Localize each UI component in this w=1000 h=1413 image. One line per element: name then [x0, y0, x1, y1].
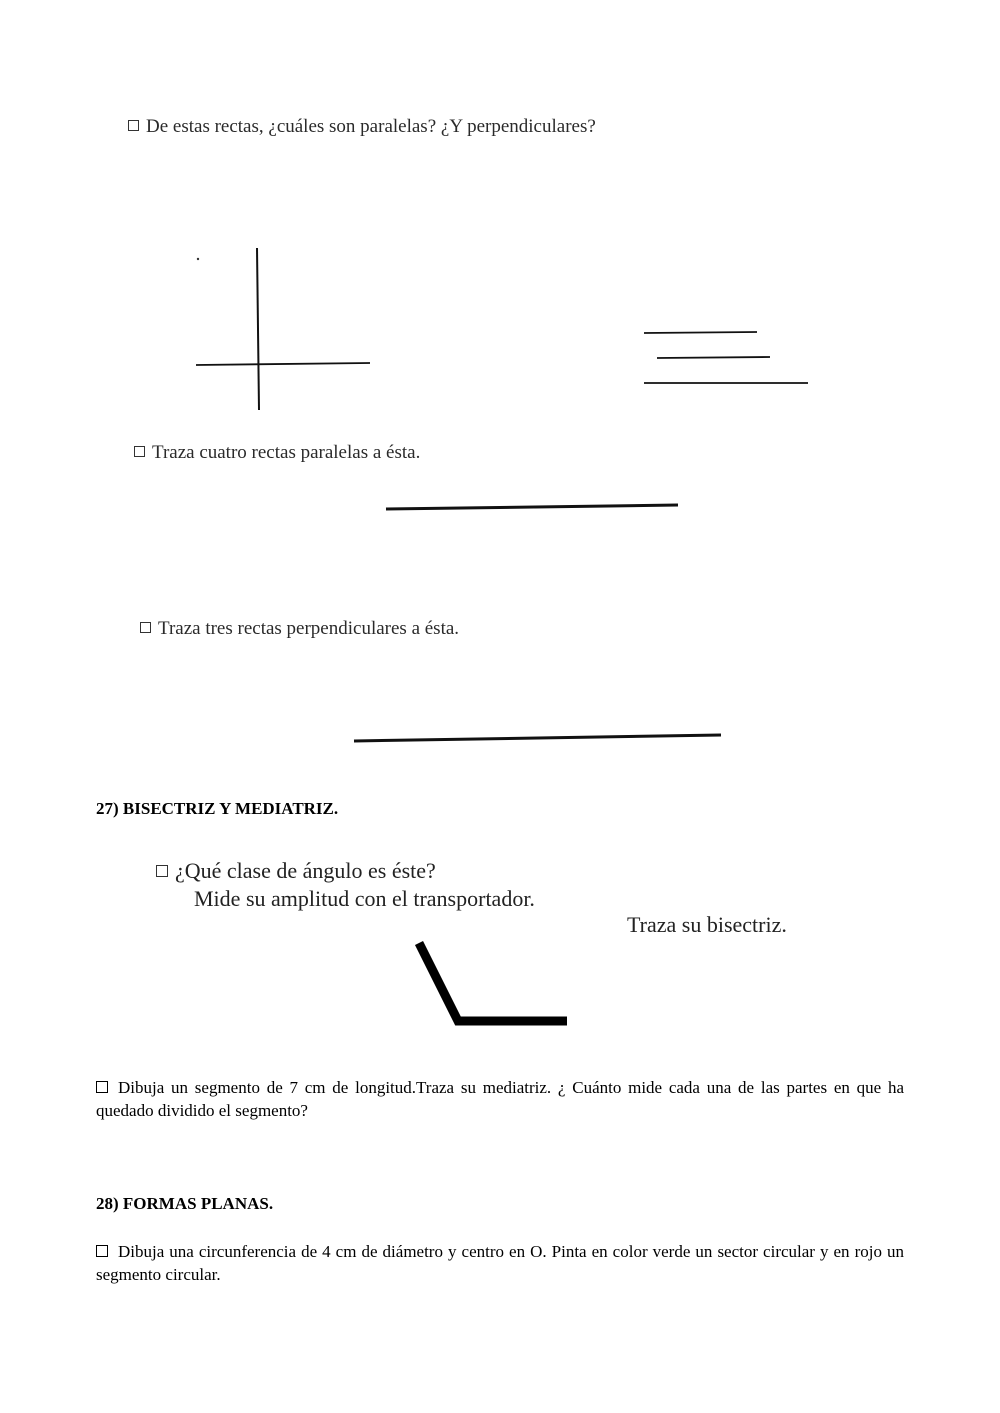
angle-question-line-1 — [156, 858, 436, 884]
parallel-line-2 — [657, 357, 770, 358]
checkbox-icon — [96, 1081, 108, 1093]
question-text: Dibuja una circunferencia de 4 cm de diámetro y centro en O. Pinta en color verde un sector circular y en rojo un segmento circular. — [96, 1242, 904, 1284]
question-draw-perpendiculars — [140, 618, 459, 640]
question-text: ¿Qué clase de ángulo es éste? — [175, 858, 436, 883]
stray-dot — [197, 258, 199, 260]
checkbox-icon — [96, 1245, 108, 1257]
horizontal-line — [196, 363, 370, 365]
bisector-instruction: Traza su bisectriz. — [627, 912, 787, 937]
reference-line-perpendiculars — [354, 735, 721, 741]
parallel-line-1 — [644, 332, 757, 333]
angle-figure — [419, 943, 567, 1021]
section-28-heading: 28) FORMAS PLANAS. — [96, 1194, 274, 1213]
question-text: Traza cuatro rectas paralelas a ésta. — [152, 442, 421, 463]
vertical-line — [257, 248, 259, 410]
checkbox-icon — [134, 446, 145, 457]
segment-question — [96, 1076, 904, 1122]
angle-question-line-2: Mide su amplitud con el transportador. — [194, 886, 535, 911]
section-27-heading: 27) BISECTRIZ Y MEDIATRIZ. — [96, 799, 339, 818]
reference-line-parallels — [386, 505, 678, 509]
question-text: De estas rectas, ¿cuáles son paralelas? ¿Y perpendiculares? — [146, 116, 596, 137]
checkbox-icon — [156, 865, 168, 877]
question-text: Dibuja un segmento de 7 cm de longitud.Traza su mediatriz. ¿ Cuánto mide cada una de las partes en que ha quedado dividido el segmento? — [96, 1078, 904, 1120]
question-draw-parallels — [134, 442, 420, 464]
checkbox-icon — [140, 622, 151, 633]
question-text: Traza tres rectas perpendiculares a ésta. — [158, 618, 460, 639]
circle-question — [96, 1240, 904, 1286]
